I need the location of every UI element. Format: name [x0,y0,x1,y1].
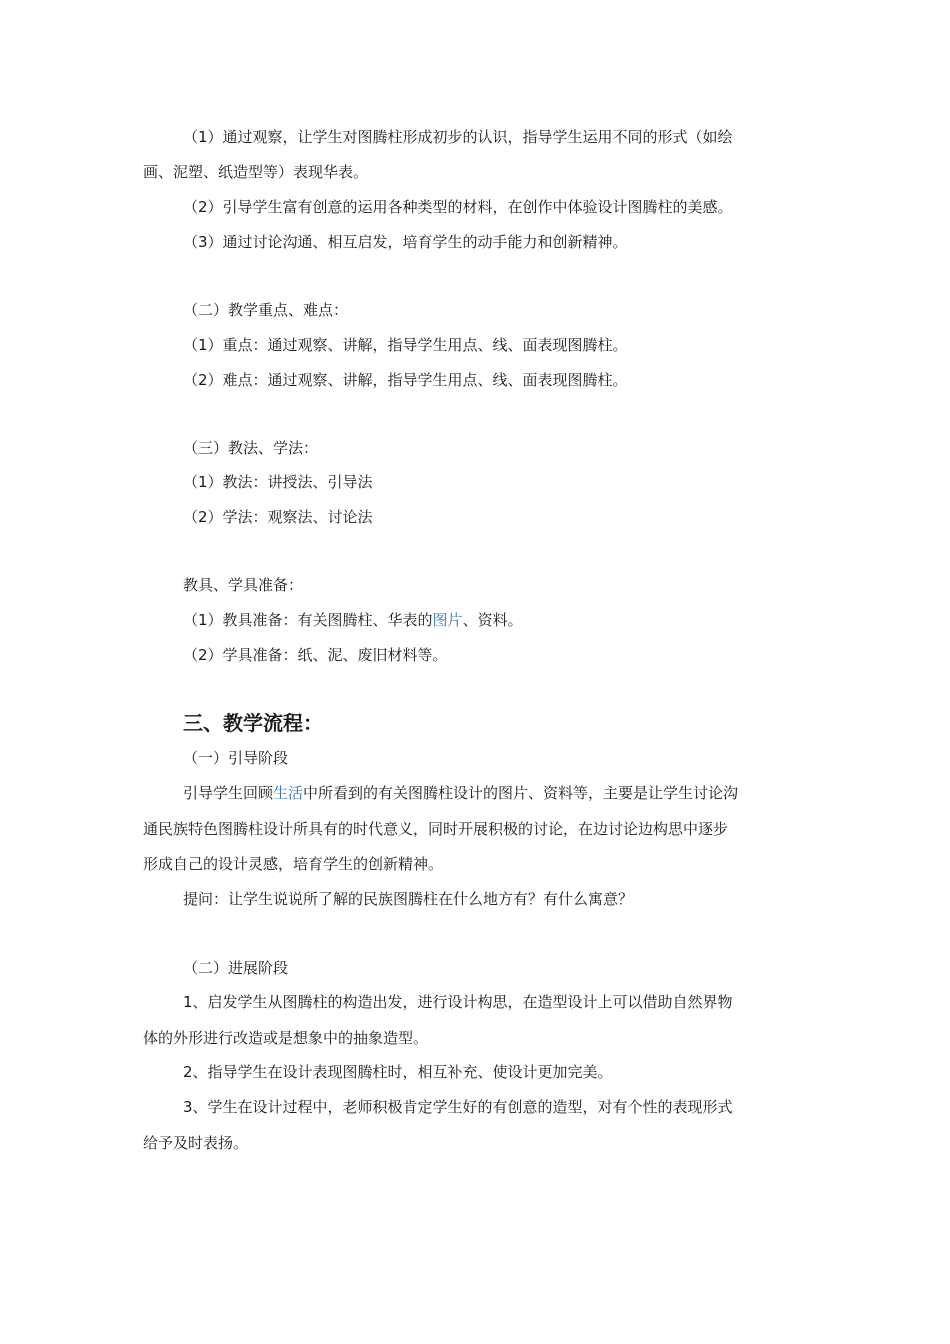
key-point-item-2: （2）难点：通过观察、讲解，指导学生用点、线、面表现图腾柱。 [183,371,628,389]
key-points-heading: （二）教学重点、难点： [183,301,349,319]
stage-1-paragraph-line-3: 形成自己的设计灵感，培育学生的创新精神。 [143,855,444,873]
tools-heading: 教具、学具准备： [183,576,304,594]
stage-1-text: 引导学生回顾 [183,784,274,802]
tool-item-1-tail: 、资料。 [462,611,523,629]
pictures-link[interactable]: 图片 [432,611,463,629]
stage-1-paragraph-line-1 [183,783,738,803]
stage-2-item-2: 2、指导学生在设计表现图腾柱时，相互补充、使设计更加完美。 [183,1063,613,1081]
key-point-item-1: （1）重点：通过观察、讲解，指导学生用点、线、面表现图腾柱。 [183,336,628,354]
stage-1-question: 提问：让学生说说所了解的民族图腾柱在什么地方有？有什么寓意？ [183,890,634,908]
stage-1-paragraph-line-2: 通民族特色图腾柱设计所具有的时代意义，同时开展积极的讨论，在边讨论边构思中逐步 [143,820,729,838]
section-title: 三、教学流程： [183,711,323,735]
life-link[interactable]: 生活 [273,784,304,802]
method-item-2: （2）学法：观察法、讨论法 [183,508,373,526]
objective-item-1-line-2: 画、泥塑、纸造型等）表现华表。 [143,163,369,181]
method-item-1: （1）教法：讲授法、引导法 [183,473,373,491]
stage-2-item-1-line-2: 体的外形进行改造或是想象中的抽象造型。 [143,1029,429,1047]
stage-2-heading: （二）进展阶段 [183,959,289,977]
methods-heading: （三）教法、学法： [183,439,319,457]
objective-item-2: （2）引导学生富有创意的运用各种类型的材料，在创作中体验设计图腾柱的美感。 [183,198,733,216]
tool-item-1 [183,610,523,630]
stage-2-item-3-line-1: 3、学生在设计过程中，老师积极肯定学生好的有创意的造型，对有个性的表现形式 [183,1098,733,1116]
objective-item-1-line-1: （1）通过观察，让学生对图腾柱形成初步的认识，指导学生运用不同的形式（如绘 [183,128,733,146]
stage-2-item-1-line-1: 1、启发学生从图腾柱的构造出发，进行设计构思，在造型设计上可以借助自然界物 [183,993,733,1011]
tool-item-1-text: （1）教具准备：有关图腾柱、华表的 [183,611,433,629]
stage-1-text-tail: 中所看到的有关图腾柱设计的图片、资料等，主要是让学生讨论沟 [303,784,739,802]
stage-1-heading: （一）引导阶段 [183,749,289,767]
tool-item-2: （2）学具准备：纸、泥、废旧材料等。 [183,646,448,664]
stage-2-item-3-line-2: 给予及时表扬。 [143,1134,249,1152]
objective-item-3: （3）通过讨论沟通、相互启发，培育学生的动手能力和创新精神。 [183,233,628,251]
